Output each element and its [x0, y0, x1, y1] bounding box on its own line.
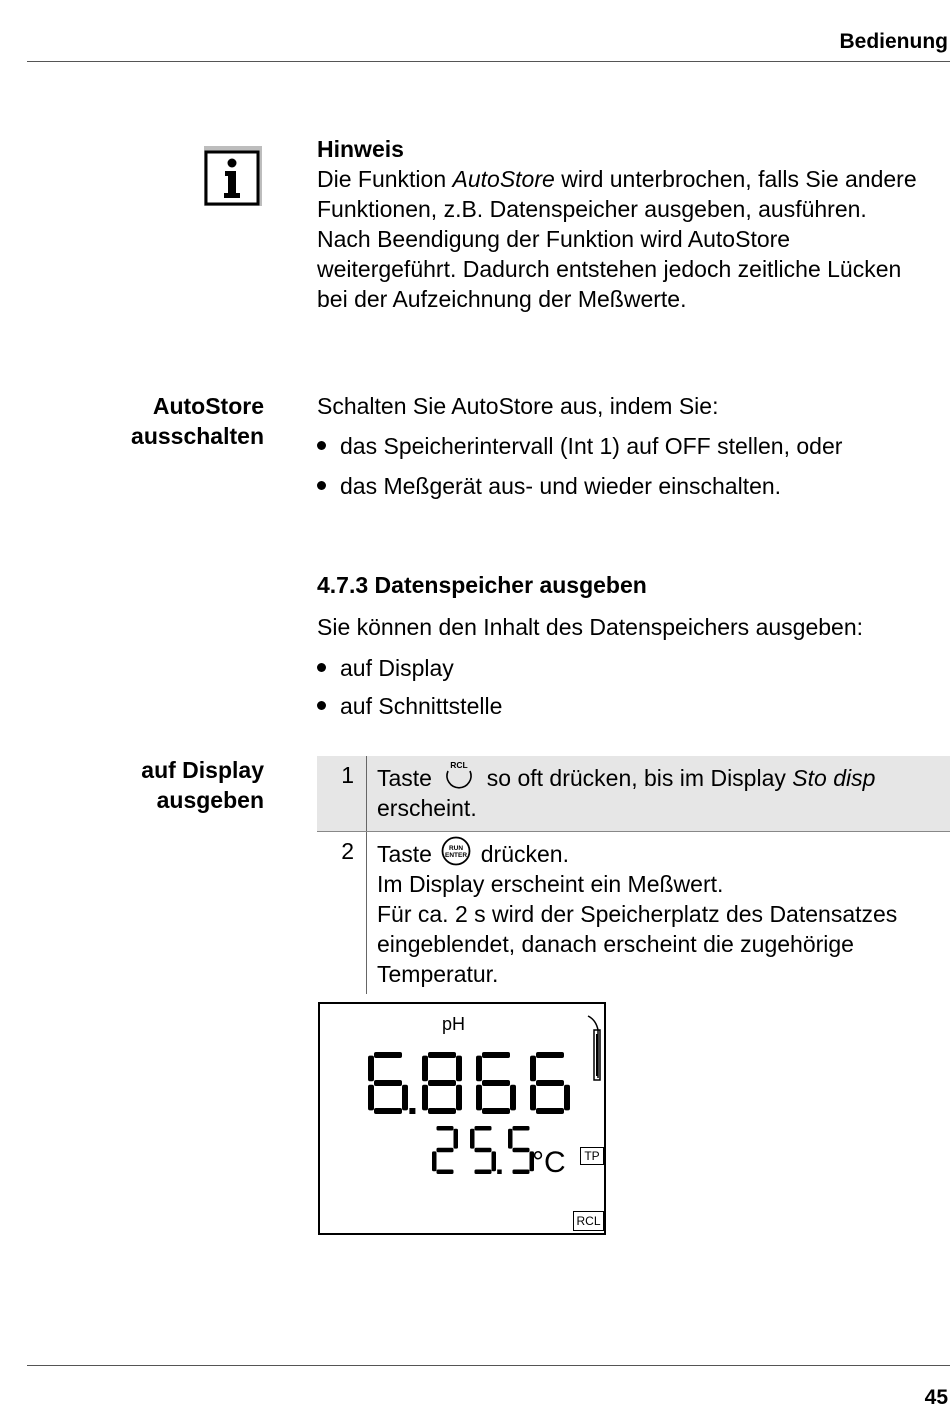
lcd-segment [456, 1085, 462, 1111]
probe-icon [588, 1016, 600, 1080]
lcd-segment [508, 1129, 513, 1149]
note-line-2: Funktionen, z.B. Datenspeicher ausgeben, ausführen. [317, 196, 867, 222]
lcd-segment [422, 1085, 428, 1111]
lcd-segment [374, 1052, 402, 1058]
run-key-label: RUN [449, 845, 464, 852]
list-item: das Meßgerät aus- und wieder einschalten. [317, 471, 781, 501]
lcd-segment [513, 1148, 530, 1153]
note-line-3: Nach Beendigung der Funktion wird AutoStore [317, 226, 791, 252]
list-item: auf Schnittstelle [317, 691, 502, 721]
lcd-segment [437, 1148, 454, 1153]
lcd-segment [454, 1129, 459, 1149]
lcd-segment [475, 1170, 492, 1175]
lcd-segment [374, 1108, 402, 1114]
lcd-segment [564, 1085, 570, 1111]
bullet-icon [317, 663, 326, 672]
bullet-icon [317, 441, 326, 450]
bullet-icon [317, 481, 326, 490]
section-heading: 4.7.3 Datenspeicher ausgeben [317, 572, 647, 598]
lcd-rcl-indicator: RCL [573, 1211, 604, 1231]
note-line-4: weitergeführt. Dadurch entstehen jedoch zeitliche Lücken [317, 256, 902, 282]
note-line-5: bei der Aufzeichnung der Meßwerte. [317, 286, 687, 312]
lcd-tp-indicator: TP [580, 1147, 604, 1165]
lcd-main-value [368, 1052, 570, 1114]
table-row [317, 756, 950, 832]
rcl-key-label: RCL [450, 760, 469, 770]
lcd-segment [510, 1085, 516, 1111]
autostore-intro: Schalten Sie AutoStore aus, indem Sie: [317, 393, 719, 419]
header-rule [27, 61, 950, 62]
lcd-segment [482, 1080, 510, 1086]
lcd-segment [530, 1085, 536, 1111]
lcd-segment [437, 1126, 454, 1131]
rcl-key-icon [440, 760, 478, 790]
lcd-digits [320, 1004, 604, 1233]
lcd-segment [432, 1151, 437, 1171]
step-text: Taste RCL so oft drücken, bis im Display Sto disp erscheint. [377, 760, 876, 821]
side-label-autostore: AutoStore ausschalten [131, 393, 264, 449]
lcd-segment [492, 1151, 497, 1171]
list-item: auf Display [317, 653, 454, 683]
lcd-decimal-point [497, 1170, 502, 1175]
step-text: Taste RUN ENTER drücken. Im Display erscheint ein Meßwert. Für ca. 2 s wird der Speicherplatz des Datensatzes eingeblendet, danach erscheint die zugehörige Temperatur. [367, 832, 950, 994]
lcd-segment [428, 1052, 456, 1058]
lcd-segment [513, 1126, 530, 1131]
list-item: das Speicherintervall (Int 1) auf OFF stellen, oder [317, 431, 842, 461]
steps-table [317, 756, 950, 994]
note-title: Hinweis [317, 136, 404, 162]
lcd-segment [530, 1056, 536, 1082]
lcd-segment [374, 1080, 402, 1086]
lcd-temp-value [432, 1126, 534, 1174]
lcd-segment [476, 1085, 482, 1111]
note-line-1: Die Funktion AutoStore wird unterbrochen, falls Sie andere [317, 166, 917, 192]
lcd-segment [368, 1056, 374, 1082]
lcd-segment [428, 1108, 456, 1114]
step-number: 2 [317, 832, 367, 994]
lcd-segment [422, 1056, 428, 1082]
lcd-segment [437, 1170, 454, 1175]
footer-rule [27, 1365, 950, 1366]
lcd-segment [402, 1085, 408, 1111]
lcd-segment [482, 1108, 510, 1114]
run-enter-key-icon [440, 836, 472, 866]
page-header-title: Bedienung [839, 30, 948, 53]
lcd-segment [476, 1056, 482, 1082]
lcd-segment [536, 1052, 564, 1058]
lcd-segment [536, 1108, 564, 1114]
bullet-icon [317, 701, 326, 710]
note-block [317, 134, 947, 314]
lcd-display [318, 1002, 606, 1235]
lcd-segment [536, 1080, 564, 1086]
side-label-display: auf Display ausgeben [141, 757, 264, 813]
lcd-temp-unit: °C [532, 1146, 566, 1179]
lcd-segment [428, 1080, 456, 1086]
lcd-decimal-point [409, 1108, 415, 1114]
lcd-segment [513, 1170, 530, 1175]
lcd-segment [456, 1056, 462, 1082]
lcd-segment [475, 1148, 492, 1153]
lcd-segment [482, 1052, 510, 1058]
info-icon [204, 146, 262, 206]
lcd-segment [475, 1126, 492, 1131]
lcd-unit-label: pH [442, 1014, 466, 1034]
enter-key-label: ENTER [445, 852, 468, 859]
lcd-segment [470, 1129, 475, 1149]
step-number: 1 [317, 756, 367, 831]
page-number: 45 [924, 1386, 948, 1409]
lcd-segment [368, 1085, 374, 1111]
table-row [317, 832, 950, 994]
section-intro: Sie können den Inhalt des Datenspeichers ausgeben: [317, 614, 864, 640]
